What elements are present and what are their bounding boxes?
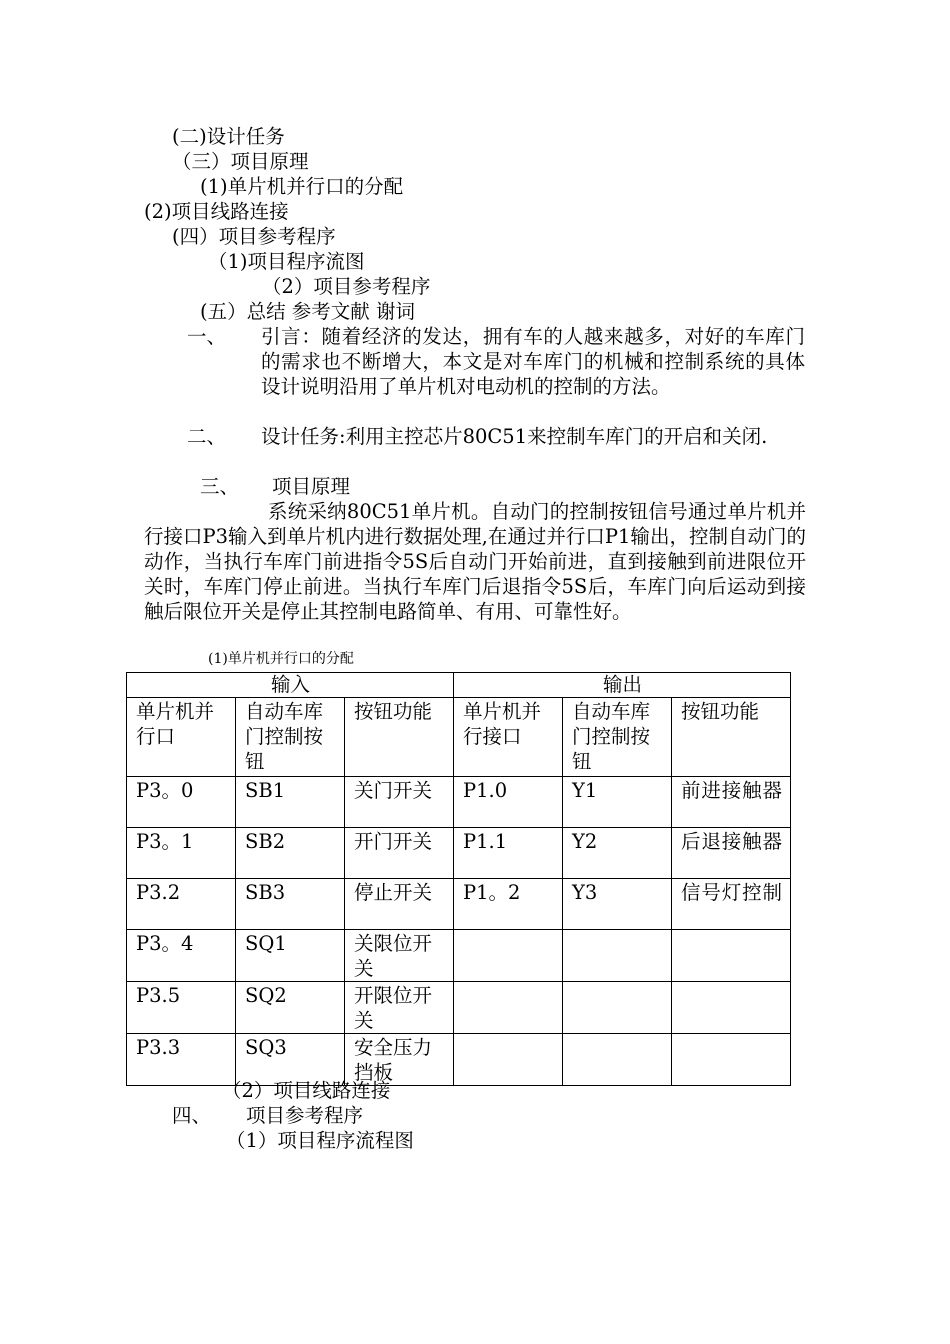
table-cell: 关限位开关 — [345, 930, 454, 982]
section-number: 四、 — [172, 1104, 212, 1127]
table-cell: P3。0 — [127, 777, 236, 828]
column-header: 单片机并行口 — [127, 698, 236, 777]
table-cell: 信号灯控制 — [672, 879, 791, 930]
table-cell: 后退接触器 — [672, 828, 791, 879]
table-cell: P1.0 — [454, 777, 563, 828]
table-cell — [454, 930, 563, 982]
table-caption: (1)单片机并行口的分配 — [208, 651, 354, 667]
section-number: 三、 — [200, 475, 240, 498]
table-header-row — [127, 698, 791, 777]
subsection-heading: （1）项目程序流程图 — [226, 1129, 414, 1152]
column-header: 自动车库门控制按钮 — [563, 698, 672, 777]
table-cell — [563, 930, 672, 982]
table-group-row — [127, 673, 791, 698]
table-row — [127, 828, 791, 879]
toc-item: （2）项目参考程序 — [262, 275, 431, 298]
table-row — [127, 879, 791, 930]
table-row — [127, 982, 791, 1034]
table-cell: P1.1 — [454, 828, 563, 879]
table-cell: P3。4 — [127, 930, 236, 982]
table-cell: Y1 — [563, 777, 672, 828]
column-header: 自动车库门控制按钮 — [236, 698, 345, 777]
intro-paragraph: 引言：随着经济的发达，拥有车的人越来越多，对好的车库门的需求也不断增大，本文是对车库门的机械和控制系统的具体设计说明沿用了单片机对电动机的控制的方法。 — [261, 325, 805, 398]
input-group-header: 输入 — [127, 673, 454, 698]
column-header: 按钮功能 — [672, 698, 791, 777]
table-cell: 安全压力挡板 — [345, 1034, 454, 1086]
table-cell: SQ2 — [236, 982, 345, 1034]
table-cell: P3。1 — [127, 828, 236, 879]
table-cell — [454, 982, 563, 1034]
section-title: 项目参考程序 — [246, 1104, 364, 1127]
output-group-header: 输出 — [454, 673, 791, 698]
table-row — [127, 777, 791, 828]
io-assignment-table — [126, 672, 791, 1086]
table-cell: P3.5 — [127, 982, 236, 1034]
task-paragraph: 设计任务:利用主控芯片80C51来控制车库门的开启和关闭. — [261, 425, 768, 448]
table-cell: 开门开关 — [345, 828, 454, 879]
table-cell: 关门开关 — [345, 777, 454, 828]
toc-item: （三）项目原理 — [172, 150, 309, 173]
table-cell: P3.2 — [127, 879, 236, 930]
table-cell: P1。2 — [454, 879, 563, 930]
table-cell — [563, 1034, 672, 1086]
table-row — [127, 930, 791, 982]
table-cell: 停止开关 — [345, 879, 454, 930]
column-header: 按钮功能 — [345, 698, 454, 777]
table-cell: Y2 — [563, 828, 672, 879]
section-number: 二、 — [187, 425, 227, 448]
toc-item: （1)项目程序流图 — [208, 250, 365, 273]
section-number: 一、 — [187, 325, 227, 348]
table-cell: SB1 — [236, 777, 345, 828]
table-cell: SQ3 — [236, 1034, 345, 1086]
toc-item: (五）总结 参考文献 谢词 — [200, 300, 416, 323]
table-cell — [563, 982, 672, 1034]
table-cell: P3.3 — [127, 1034, 236, 1086]
toc-item: (四）项目参考程序 — [172, 225, 336, 248]
table-cell: Y3 — [563, 879, 672, 930]
table-cell: SB3 — [236, 879, 345, 930]
toc-item: (二)设计任务 — [172, 125, 285, 148]
table-cell: SQ1 — [236, 930, 345, 982]
table-cell — [672, 982, 791, 1034]
section-title: 项目原理 — [272, 475, 351, 498]
principle-paragraph: 系统采纳80C51单片机。自动门的控制按钮信号通过单片机并行接口P3输入到单片机内进行数据处理,在通过并行口P1输出，控制自动门的动作，当执行车库门前进指令5S后自动门开始前进，直到接触到前进限位开关时，车库门停止前进。当执行车库门后退指令5S后，车库门向后运动到接触后限位开关是停止其控制电路简单、有用、可靠性好。 — [144, 500, 806, 623]
table-cell: SB2 — [236, 828, 345, 879]
table-cell: 前进接触器 — [672, 777, 791, 828]
toc-item: (2)项目线路连接 — [144, 200, 289, 223]
table-cell: 开限位开关 — [345, 982, 454, 1034]
table-cell — [672, 930, 791, 982]
column-header: 单片机并行接口 — [454, 698, 563, 777]
toc-item: (1)单片机并行口的分配 — [200, 175, 404, 198]
table-cell — [672, 1034, 791, 1086]
table-cell — [454, 1034, 563, 1086]
subsection-heading: （2）项目线路连接 — [222, 1079, 391, 1102]
